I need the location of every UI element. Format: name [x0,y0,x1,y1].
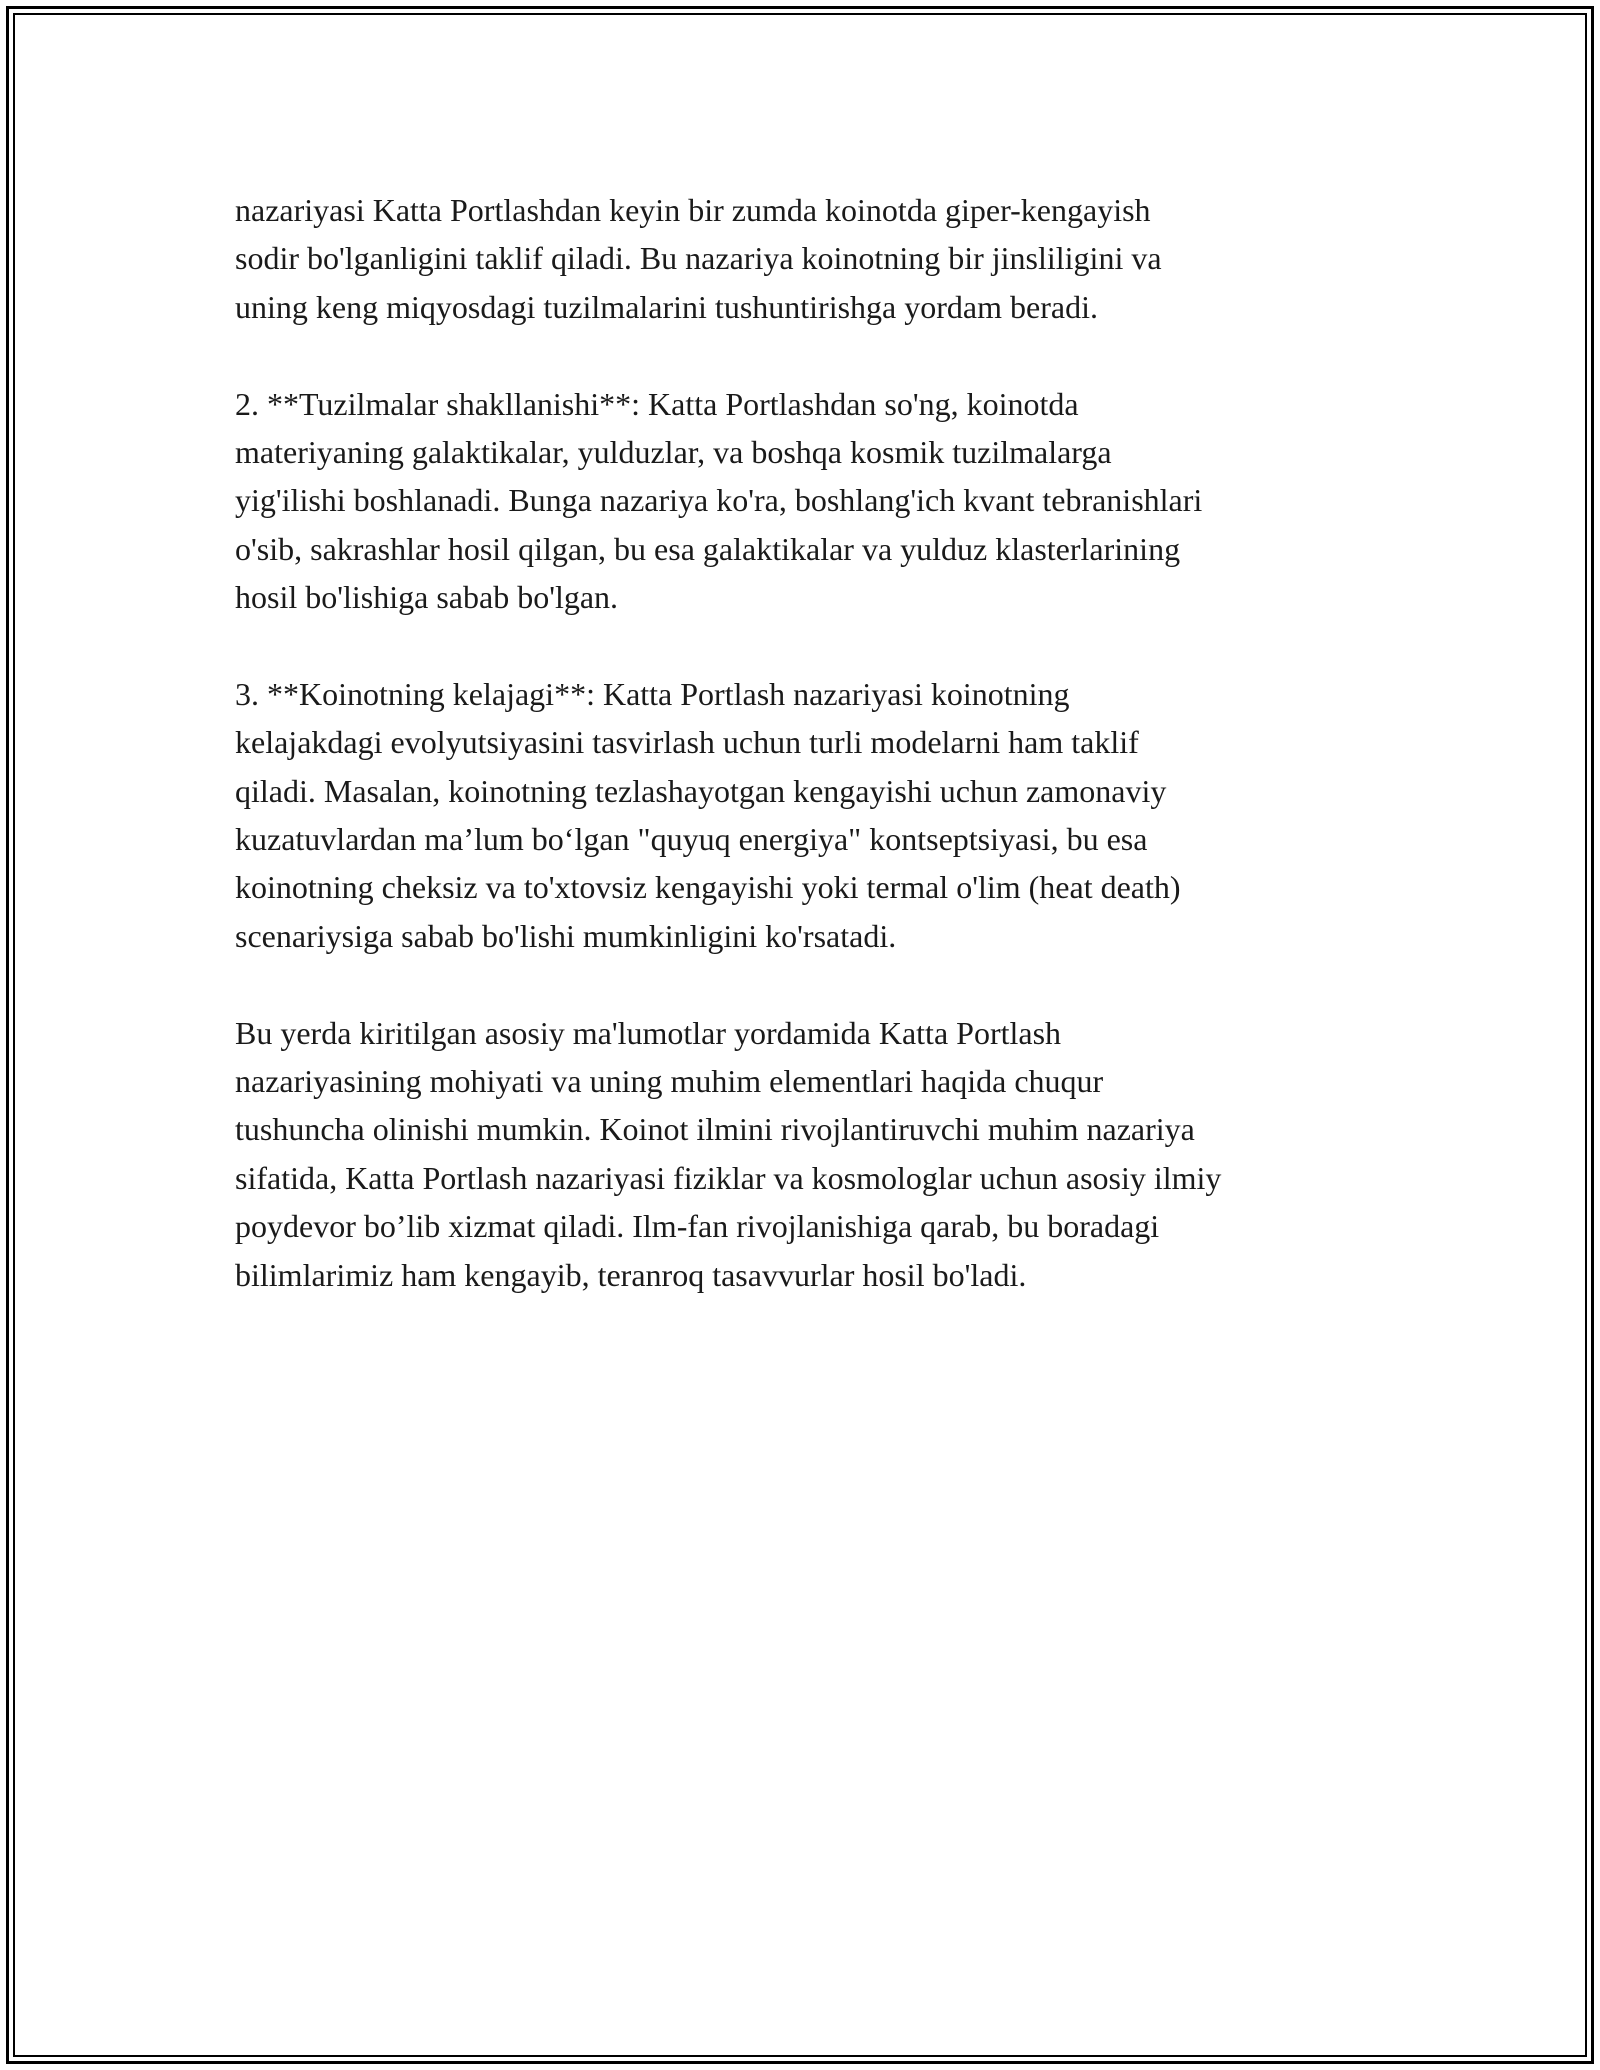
text-line: uning keng miqyosdagi tuzilmalarini tushuntirishga yordam beradi. [235,288,1098,325]
text-line: tushuncha olinishi mumkin. Koinot ilmini rivojlantiruvchi muhim nazariya [235,1111,1195,1148]
paragraph-universe-future [235,670,1385,960]
text-line: 2. **Tuzilmalar shakllanishi**: Katta Portlashdan so'ng, koinotda [235,385,1079,422]
text-line: qiladi. Masalan, koinotning tezlashayotgan kengayishi uchun zamonaviy [235,772,1167,809]
text-line: koinotning cheksiz va to'xtovsiz kengayishi yoki termal o'lim (heat death) [235,869,1181,906]
text-line: bilimlarimiz ham kengayib, teranroq tasavvurlar hosil bo'ladi. [235,1256,1027,1293]
paragraph-inflation [235,186,1385,331]
text-line: scenariysiga sabab bo'lishi mumkinligini ko'rsatadi. [235,917,897,954]
document-body [235,186,1385,1299]
paragraph-structure-formation [235,380,1385,622]
text-line: nazariyasining mohiyati va uning muhim elementlari haqida chuqur [235,1063,1104,1100]
text-line: Bu yerda kiritilgan asosiy ma'lumotlar yordamida Katta Portlash [235,1014,1062,1051]
text-line: nazariyasi Katta Portlashdan keyin bir zumda koinotda giper-kengayish [235,192,1151,228]
text-line: 3. **Koinotning kelajagi**: Katta Portlash nazariyasi koinotning [235,675,1070,712]
text-line: yig'ilishi boshlanadi. Bunga nazariya ko'ra, boshlang'ich kvant tebranishlari [235,482,1203,519]
text-line: o'sib, sakrashlar hosil qilgan, bu esa galaktikalar va yulduz klasterlarining [235,530,1181,567]
paragraph-conclusion [235,1009,1385,1299]
text-line: hosil bo'lishiga sabab bo'lgan. [235,579,619,616]
text-line: kuzatuvlardan ma’lum bo‘lgan "quyuq energiya" kontseptsiyasi, bu esa [235,821,1148,858]
text-line: kelajakdagi evolyutsiyasini tasvirlash uchun turli modelarni ham taklif [235,724,1139,761]
text-line: sifatida, Katta Portlash nazariyasi fiziklar va kosmologlar uchun asosiy ilmiy [235,1159,1222,1196]
text-line: materiyaning galaktikalar, yulduzlar, va boshqa kosmik tuzilmalarga [235,433,1112,470]
text-line: sodir bo'lganligini taklif qiladi. Bu nazariya koinotning bir jinsliligini va [235,240,1162,277]
text-line: poydevor bo’lib xizmat qiladi. Ilm-fan rivojlanishiga qarab, bu boradagi [235,1208,1160,1245]
